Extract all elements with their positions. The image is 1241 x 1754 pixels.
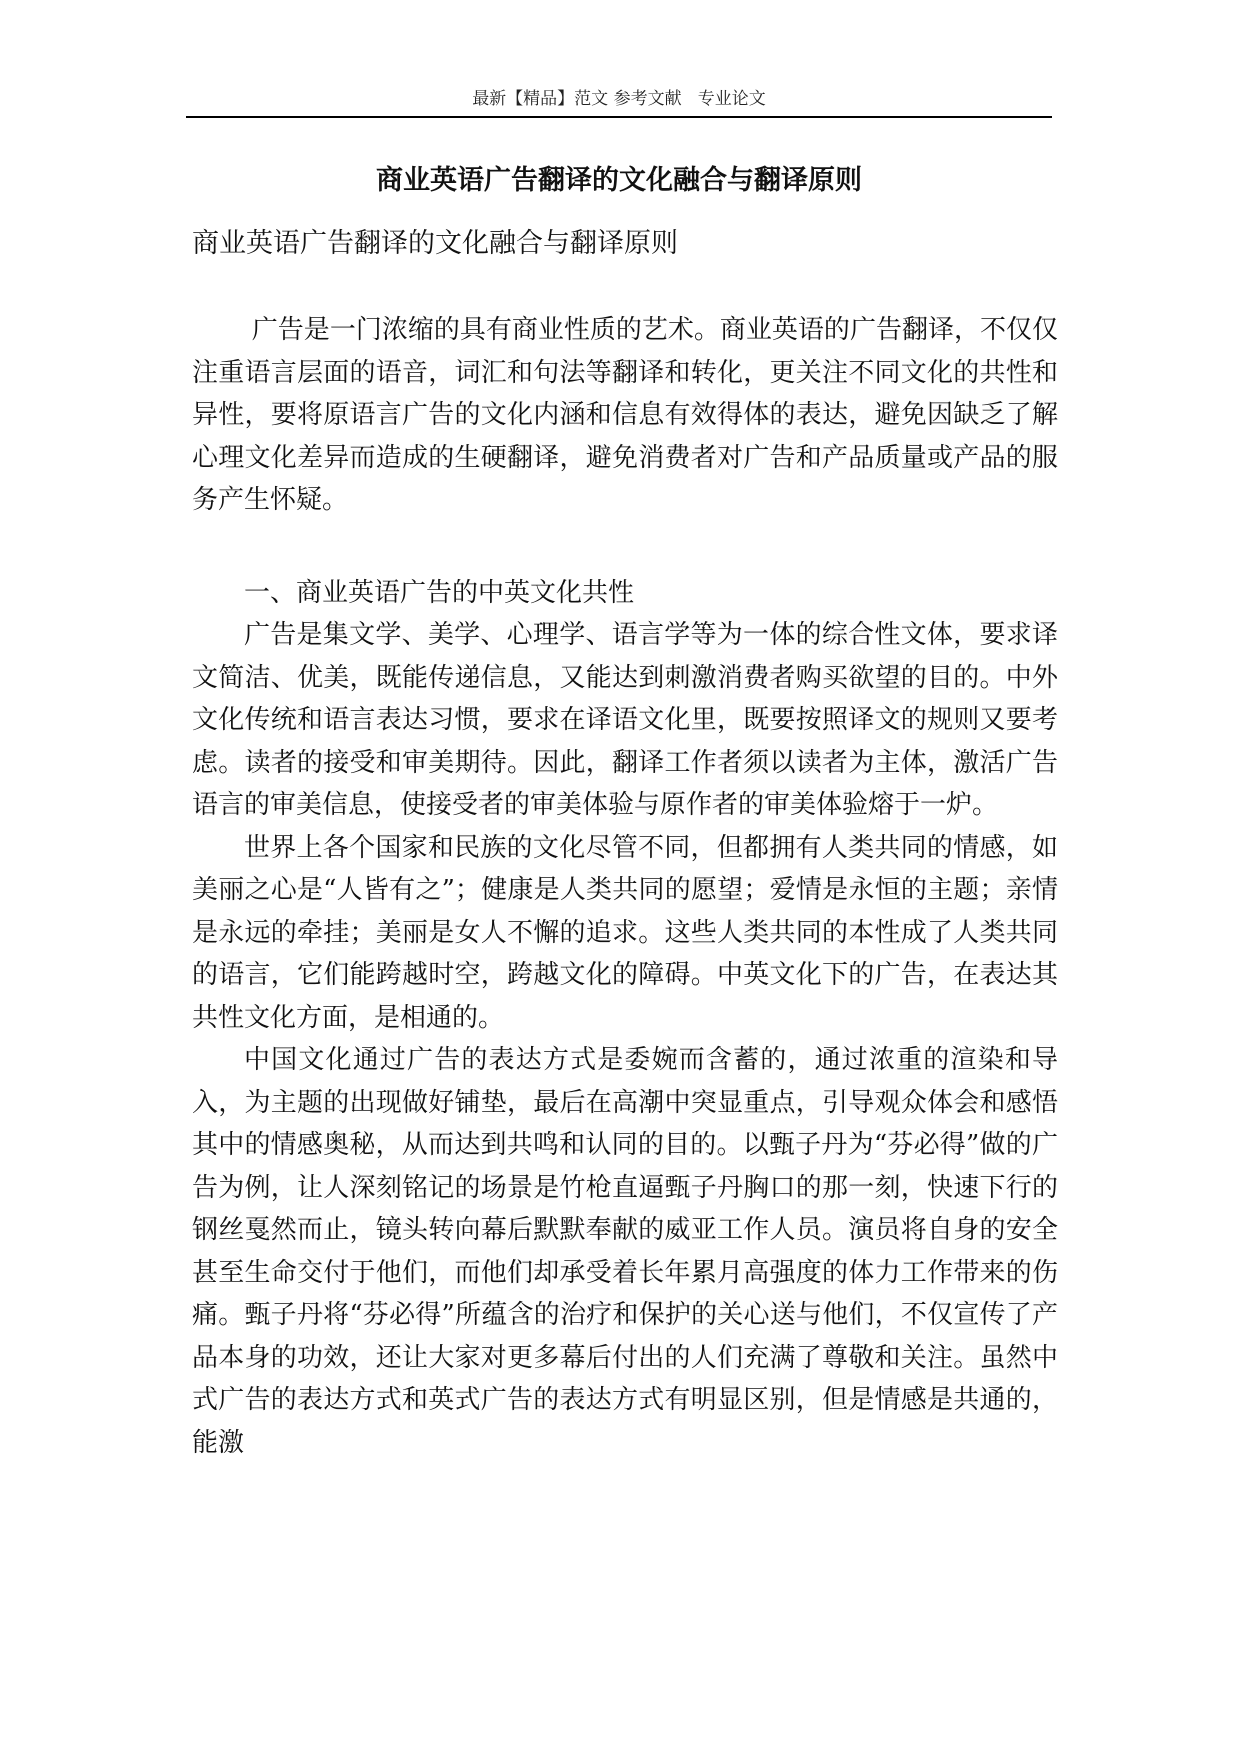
paragraph-gap bbox=[192, 522, 1058, 572]
section-heading: 一、商业英语广告的中英文化共性 bbox=[244, 577, 635, 608]
body-paragraph-2: 世界上各个国家和民族的文化尽管不同，但都拥有人类共同的情感，如美丽之心是“人皆有之”；健康是人类共同的愿望；爱情是永恒的主题；亲情是永远的牵挂；美丽是女人不懈的追求。这些人类共同的本性成了人类共同的语言，它们能跨越时空，跨越文化的障碍。中英文化下的广告，在表达其共性文化方面，是相通的。 bbox=[192, 832, 1058, 1033]
document-body bbox=[192, 309, 1058, 1464]
body-paragraph-1: 广告是集文学、美学、心理学、语言学等为一体的综合性文体，要求译文简洁、优美，既能传递信息，又能达到刺激消费者购买欲望的目的。中外文化传统和语言表达习惯，要求在译语文化里，既要按照译文的规则又要考虑。读者的接受和审美期待。因此，翻译工作者须以读者为主体，激活广告语言的审美信息，使接受者的审美体验与原作者的审美体验熔于一炉。 bbox=[192, 620, 1058, 820]
body-paragraph-3: 中国文化通过广告的表达方式是委婉而含蓄的，通过浓重的渲染和导入，为主题的出现做好铺垫，最后在高潮中突显重点，引导观众体会和感悟其中的情感奥秘，从而达到共鸣和认同的目的。以甄子丹为“芬必得”做的广告为例，让人深刻铭记的场景是竹枪直逼甄子丹胸口的那一刻，快速下行的钢丝戛然而止，镜头转向幕后默默奉献的威亚工作人员。演员将自身的安全甚至生命交付于他们，而他们却承受着长年累月高强度的体力工作带来的伤痛。甄子丹将“芬必得”所蕴含的治疗和保护的关心送与他们，不仅宣传了产品本身的功效，还让大家对更多幕后付出的人们充满了尊敬和关注。虽然中式广告的表达方式和英式广告的表达方式有明显区别，但是情感是共通的，能激 bbox=[192, 1045, 1058, 1458]
running-header: 最新【精品】范文 参考文献 专业论文 bbox=[472, 89, 766, 109]
document-subtitle: 商业英语广告翻译的文化融合与翻译原则 bbox=[192, 228, 678, 259]
header-divider bbox=[186, 116, 1052, 118]
intro-paragraph: 广告是一门浓缩的具有商业性质的艺术。商业英语的广告翻译，不仅仅注重语言层面的语音，词汇和句法等翻译和转化，更关注不同文化的共性和异性，要将原语言广告的文化内涵和信息有效得体的表达，避免因缺乏了解心理文化差异而造成的生硬翻译，避免消费者对广告和产品质量或产品的服务产生怀疑。 bbox=[192, 315, 1058, 515]
document-title: 商业英语广告翻译的文化融合与翻译原则 bbox=[376, 165, 862, 196]
